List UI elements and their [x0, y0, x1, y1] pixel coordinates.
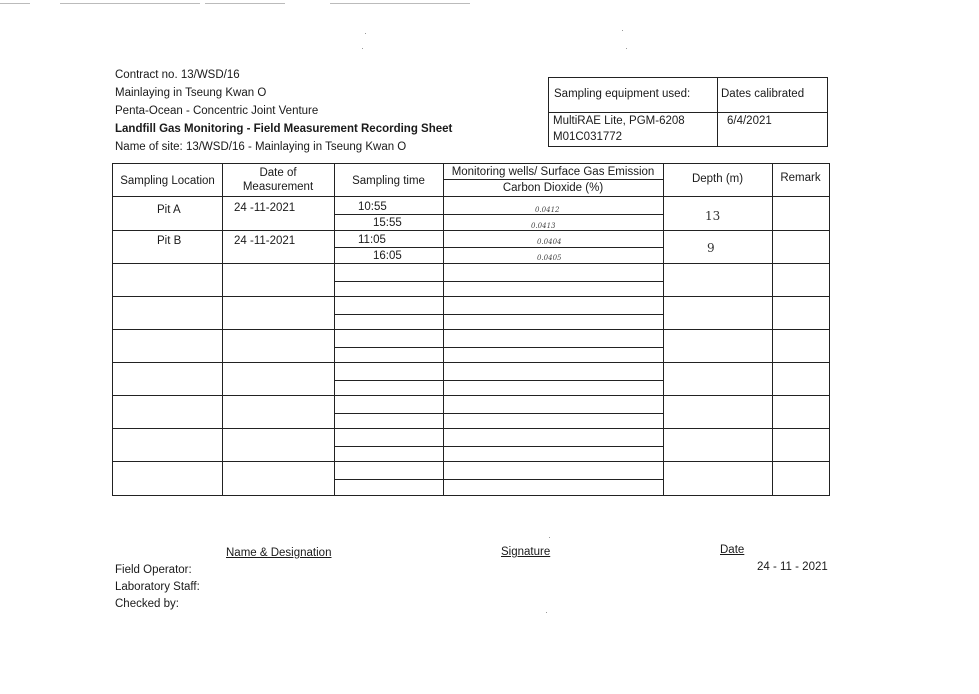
row-time-first: 11:05 [358, 234, 386, 246]
measurement-table [112, 163, 830, 496]
row-location: Pit B [157, 235, 182, 247]
laboratory-staff-label: Laboratory Staff: [115, 581, 200, 593]
scan-artifact [60, 3, 200, 4]
scan-speck [622, 30, 623, 31]
scan-speck [626, 48, 627, 49]
header-sampling-time: Sampling time [352, 175, 425, 187]
row-co2-second: 0.0413 [531, 222, 556, 230]
row-location: Pit A [157, 204, 181, 216]
header-date-of-measurement: Date of Measurement [242, 167, 314, 193]
equipment-box [548, 77, 828, 147]
row-date: 24 -11-2021 [234, 202, 296, 214]
row-time-second: 15:55 [373, 217, 402, 229]
equipment-serial: M01C031772 [553, 131, 623, 143]
row-co2-second: 0.0405 [537, 254, 562, 262]
signature-label: Signature [501, 546, 551, 558]
row-time-second: 16:05 [373, 250, 402, 262]
header-monitoring-wells: Monitoring wells/ Surface Gas Emission [451, 166, 655, 178]
sheet-title: Landfill Gas Monitoring - Field Measurement Recording Sheet [115, 123, 453, 135]
footer-date-value: 24 - 11 - 2021 [757, 561, 828, 573]
row-depth: 9 [707, 241, 715, 255]
scan-speck [362, 48, 363, 49]
contractor-name: Penta-Ocean - Concentric Joint Venture [115, 105, 319, 117]
contract-number: Contract no. 13/WSD/16 [115, 69, 240, 81]
header-carbon-dioxide: Carbon Dioxide (%) [502, 182, 604, 194]
date-label: Date [720, 544, 745, 556]
scan-speck [365, 33, 366, 34]
scan-speck [549, 537, 550, 538]
scan-artifact [205, 3, 285, 4]
project-name: Mainlaying in Tseung Kwan O [115, 87, 267, 99]
equipment-label: Sampling equipment used: [554, 88, 691, 100]
name-designation-label: Name & Designation [226, 547, 332, 559]
header-depth: Depth (m) [691, 173, 744, 185]
scan-artifact [330, 3, 470, 4]
row-date: 24 -11-2021 [234, 235, 296, 247]
checked-by-label: Checked by: [115, 598, 179, 610]
calibration-date: 6/4/2021 [727, 115, 772, 127]
row-co2-first: 0.0404 [537, 238, 562, 246]
row-time-first: 10:55 [358, 201, 387, 213]
scan-speck [546, 612, 547, 613]
dates-calibrated-label: Dates calibrated [721, 88, 805, 100]
header-sampling-location: Sampling Location [120, 175, 215, 187]
document-header [115, 66, 452, 156]
row-depth: 13 [705, 209, 721, 223]
scan-artifact [0, 3, 30, 4]
row-co2-first: 0.0412 [535, 206, 560, 214]
equipment-model: MultiRAE Lite, PGM-6208 [553, 115, 685, 127]
site-name: Name of site: 13/WSD/16 - Mainlaying in Tseung Kwan O [115, 141, 407, 153]
field-operator-label: Field Operator: [115, 564, 192, 576]
header-remark: Remark [780, 172, 821, 184]
